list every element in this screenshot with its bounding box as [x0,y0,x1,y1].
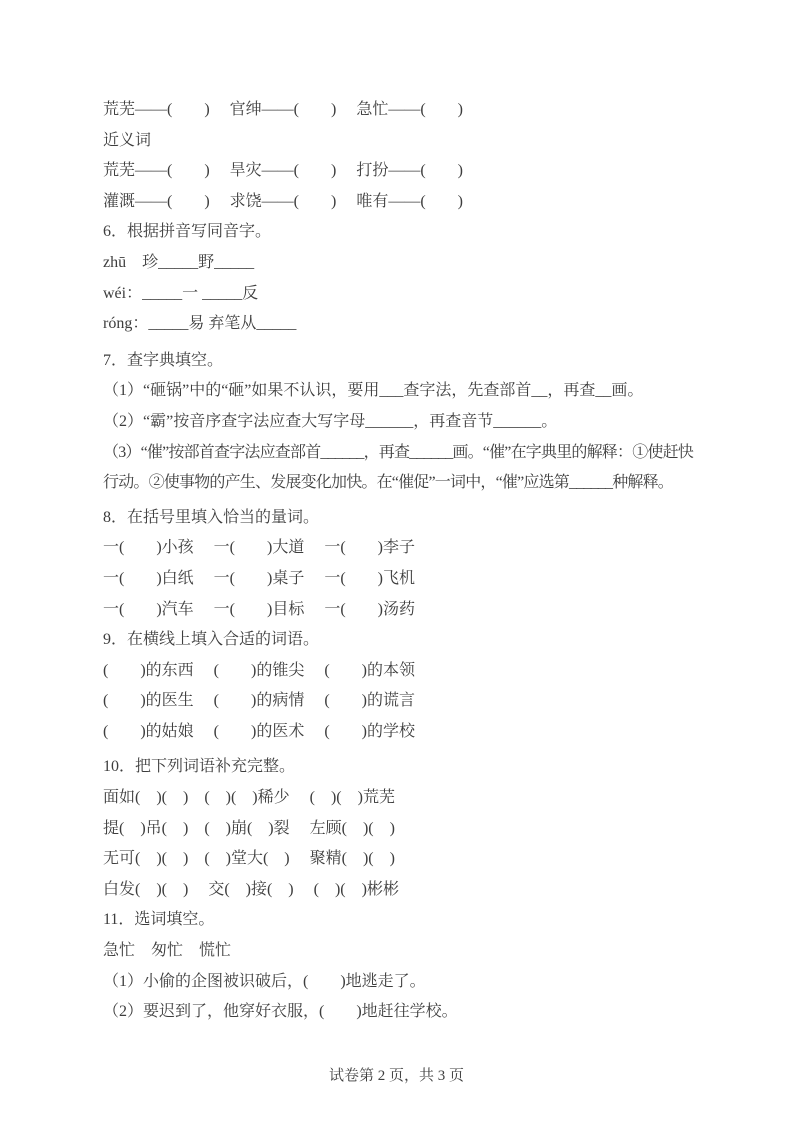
antonym-row: 荒芜——( ) 官绅——( ) 急忙——( ) [103,101,463,118]
q9-row: ( )的医生 ( )的病情 ( )的谎言 [103,692,415,710]
question-9-title: 9．在横线上填入合适的词语。 [103,631,320,649]
q6-row-rong: róng：_____易 弃笔从_____ [103,315,297,333]
q8-row: 一( )白纸 一( )桌子 一( )飞机 [103,569,415,587]
question-8 [103,503,690,625]
q7-item-2: （2）“霸”按音序查字法应查大写字母______，再查音节______。 [103,412,558,430]
q10-row: 面如( )( ) ( )( )稀少 ( )( )荒芜 [103,789,395,807]
question-11-title: 11．选词填空。 [103,911,215,929]
question-10-title: 10．把下列词语补充完整。 [103,758,296,776]
q7-item-3: （3）“催”按部首查字法应查部首______，再查______画。“催”在字典里的解释：①使赶快 [103,443,694,461]
question-10 [103,752,690,905]
page-content [103,95,694,1028]
q9-row: ( )的姑娘 ( )的医术 ( )的学校 [103,722,415,740]
q11-item-1: （1）小偷的企图被识破后，( )地逃走了。 [103,972,426,990]
question-6-title: 6．根据拼音写同音字。 [103,223,272,241]
q6-row-zhu: zhū 珍_____野_____ [103,253,255,271]
question-7-title: 7．查字典填空。 [103,351,224,369]
synonyms-label: 近义词 [103,131,152,149]
q7-item-1: （1）“砸锅”中的“砸”如果不认识，要用___查字法，先查部首__，再查__画。 [103,382,644,400]
q11-word-bank: 急忙 匆忙 慌忙 [103,942,232,960]
question-7 [103,346,694,499]
q8-row: 一( )汽车 一( )目标 一( )汤药 [103,600,415,618]
question-8-title: 8．在括号里填入恰当的量词。 [103,508,320,526]
synonym-section [103,126,690,218]
question-9 [103,625,690,747]
q11-item-2: （2）要迟到了，他穿好衣服，( )地赶往学校。 [103,1003,458,1021]
q9-row: ( )的东西 ( )的锥尖 ( )的本领 [103,661,415,679]
synonym-row: 灌溉——( ) 求饶——( ) 唯有——( ) [103,192,463,210]
q10-row: 提( )吊( ) ( )崩( )裂 左顾( )( ) [103,819,395,837]
q7-item-3-continued: 行动。②使事物的产生、发展变化加快。在“催促”一词中，“催”应选第______种解释。 [103,474,674,492]
q10-row: 无可( )( ) ( )堂大( ) 聚精( )( ) [103,850,395,868]
question-6 [103,217,690,339]
page-footer: 试卷第 2 页，共 3 页 [328,1068,464,1084]
question-11 [103,905,690,1027]
q8-row: 一( )小孩 一( )大道 一( )李子 [103,539,415,557]
q10-row: 白发( )( ) 交( )接( ) ( )( )彬彬 [103,880,399,898]
q6-row-wei: wéi：_____一 _____反 [103,284,259,302]
antonym-section [103,95,690,126]
synonym-row: 荒芜——( ) 旱灾——( ) 打扮——( ) [103,162,463,180]
